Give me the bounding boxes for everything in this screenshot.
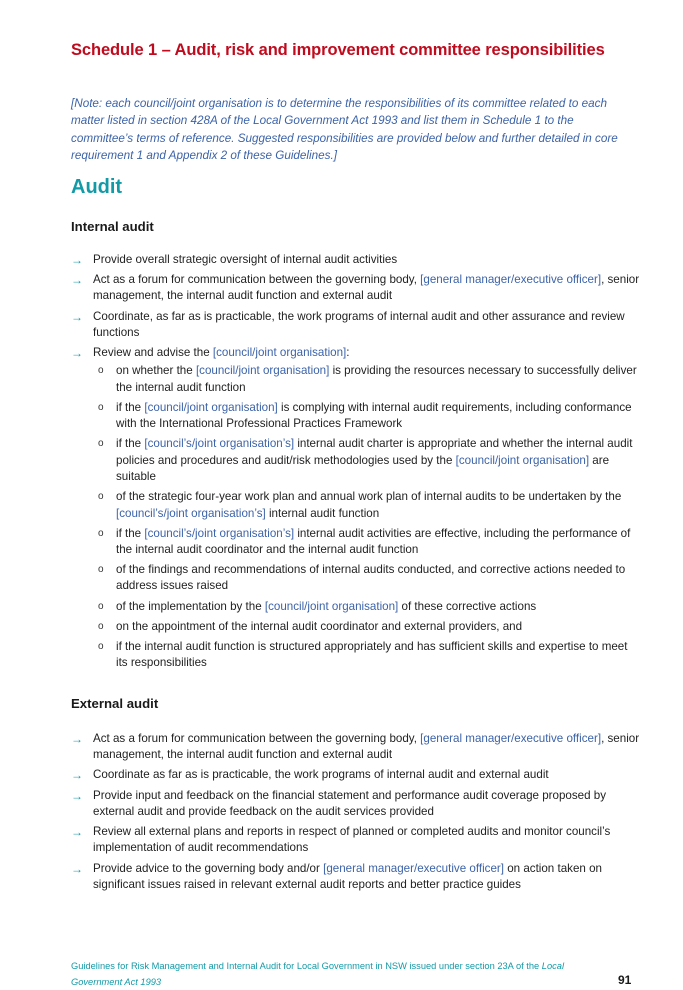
list-item-text: internal audit function xyxy=(265,506,380,520)
internal-audit-list xyxy=(71,252,641,676)
list-item-body xyxy=(93,253,397,266)
sub-list xyxy=(93,363,641,671)
list-item-text: Review all external plans and reports in respect of planned or completed audits and monitor council’s implementation of audit recommendations xyxy=(93,825,611,855)
footer-act-title: Local Government Act 1993 xyxy=(71,961,565,987)
list-item-text: internal audit charter is appropriate and whether the internal audit policies and procedures and audit/risk methodologies used by the xyxy=(116,437,633,467)
placeholder-text: [council/joint organisation] xyxy=(264,599,399,613)
sub-list-item xyxy=(93,400,641,433)
list-item-text: Act as a forum for communication between the governing body, xyxy=(93,732,421,745)
sub-list-item xyxy=(93,599,641,615)
sub-list-item xyxy=(93,526,641,559)
list-item-text: Provide input and feedback on the financial statement and performance audit coverage proposed by external audit and provide feedback on the audit services provided xyxy=(93,788,607,818)
sub-list-item-body xyxy=(116,563,625,592)
sub-list-item-body xyxy=(116,364,637,393)
list-item-text: , senior management, the internal audit function and external audit xyxy=(93,273,640,303)
placeholder-text: [council/joint organisation] xyxy=(195,364,330,378)
circle-bullet-icon: o xyxy=(98,600,104,612)
sub-list-item-body xyxy=(116,600,536,613)
list-item xyxy=(71,788,641,821)
placeholder-text: [general manager/executive officer] xyxy=(323,861,504,875)
placeholder-text: [council’s/joint organisation’s] xyxy=(144,526,295,540)
circle-bullet-icon: o xyxy=(98,641,104,653)
placeholder-text: [general manager/executive officer] xyxy=(420,732,602,745)
list-item-body xyxy=(93,789,606,818)
list-item-body xyxy=(93,825,610,854)
sub-list-item-body xyxy=(116,640,627,669)
arrow-right-icon: → xyxy=(71,861,83,876)
list-item-text: on action taken on significant issues raised in relevant external audit reports and better practice guides xyxy=(93,861,602,891)
circle-bullet-icon: o xyxy=(98,527,104,539)
list-item-text: internal audit activities are effective, including the performance of the internal audit coordinator and the internal audit function xyxy=(116,526,631,556)
sub-list-item-body xyxy=(116,527,630,556)
list-item xyxy=(71,272,641,305)
arrow-right-icon: → xyxy=(71,825,83,840)
sub-list-item-body xyxy=(116,620,522,633)
sub-list-item xyxy=(93,363,641,396)
list-item-body xyxy=(93,862,602,891)
subheading-external-audit: External audit xyxy=(71,696,159,711)
sub-list-item xyxy=(93,639,641,672)
sub-list-item xyxy=(93,562,641,595)
page-number: 91 xyxy=(618,973,632,987)
list-item xyxy=(71,345,641,671)
list-item-text: on the appointment of the internal audit coordinator and external providers, and xyxy=(116,619,523,633)
circle-bullet-icon: o xyxy=(98,401,104,413)
list-item-text: of the implementation by the xyxy=(116,599,265,613)
page-footer xyxy=(71,959,611,990)
list-item-text: are suitable xyxy=(116,453,610,484)
list-item-text: is providing the resources necessary to successfully deliver the internal audit function xyxy=(116,364,637,394)
placeholder-text: [general manager/executive officer] xyxy=(420,273,602,287)
sub-list-item-body xyxy=(116,437,632,483)
arrow-right-icon: → xyxy=(71,768,83,783)
circle-bullet-icon: o xyxy=(98,620,104,632)
sub-list-item-body xyxy=(116,401,632,430)
placeholder-text: [council’s/joint organisation’s] xyxy=(144,437,295,451)
circle-bullet-icon: o xyxy=(98,491,104,503)
list-item xyxy=(71,861,641,894)
arrow-right-icon: → xyxy=(71,346,83,361)
list-item-text: is complying with internal audit requirements, including conformance with the International Professional Practices Framework xyxy=(116,400,632,431)
list-item-text: if the xyxy=(116,400,145,414)
list-item-body xyxy=(93,346,350,359)
sub-list-item xyxy=(93,436,641,485)
arrow-right-icon: → xyxy=(71,309,83,324)
list-item-text: Review and advise the xyxy=(93,346,213,360)
list-item-text: Provide overall strategic oversight of internal audit activities xyxy=(93,253,398,266)
external-audit-list xyxy=(71,731,641,897)
circle-bullet-icon: o xyxy=(98,365,104,377)
placeholder-text: [council’s/joint organisation’s] xyxy=(116,506,266,520)
list-item-text: of the findings and recommendations of internal audits conducted, and corrective actions needed to address issues raised xyxy=(116,563,626,593)
list-item xyxy=(71,309,641,342)
list-item-text: Coordinate, as far as is practicable, the work programs of internal audit and other assurance and review functions xyxy=(93,309,625,339)
list-item-text: , senior management, the internal audit function and external audit xyxy=(93,732,640,762)
list-item-text: Provide advice to the governing body and/or xyxy=(93,861,324,875)
editorial-note: [Note: each council/joint organisation is to determine the responsibilities of its committee related to each matter listed in section 428A of the Local Government Act 1993 and list them in Schedule 1 to the committee’s terms of reference. Suggested responsibilities are provided below and further detailed in core requirement 1 and Appendix 2 of these Guidelines.] xyxy=(71,97,618,162)
sub-list-item-body xyxy=(116,490,621,519)
list-item xyxy=(71,252,641,268)
list-item-text: Coordinate as far as is practicable, the work programs of internal audit and external audit xyxy=(93,768,549,782)
list-item xyxy=(71,731,641,764)
arrow-right-icon: → xyxy=(71,788,83,803)
list-item-body xyxy=(93,732,639,761)
page-title: Schedule 1 – Audit, risk and improvement committee responsibilities xyxy=(71,41,605,59)
list-item-text: if the xyxy=(116,526,145,540)
list-item-body xyxy=(93,310,625,339)
list-item-text: on whether the xyxy=(116,364,196,378)
subheading-internal-audit: Internal audit xyxy=(71,219,154,234)
list-item-text: if the internal audit function is structured appropriately and has sufficient skills and expertise to meet its responsibilities xyxy=(116,640,628,670)
list-item xyxy=(71,767,641,783)
list-item xyxy=(71,824,641,857)
placeholder-text: [council/joint organisation] xyxy=(144,400,278,414)
list-item-text: if the xyxy=(116,437,145,451)
list-item-body xyxy=(93,273,639,302)
list-item-text: of the strategic four-year work plan and annual work plan of internal audits to be undertaken by the xyxy=(116,490,622,504)
footer-text: Guidelines for Risk Management and Internal Audit for Local Government in NSW issued under section 23A of the xyxy=(71,961,542,971)
placeholder-text: [council/joint organisation] xyxy=(455,453,590,467)
list-item-text: Act as a forum for communication between the governing body, xyxy=(93,273,421,287)
arrow-right-icon: → xyxy=(71,732,83,746)
placeholder-text: [council/joint organisation] xyxy=(212,346,347,360)
arrow-right-icon: → xyxy=(71,273,83,288)
sub-list-item xyxy=(93,619,641,635)
sub-list-item xyxy=(93,489,641,522)
circle-bullet-icon: o xyxy=(98,438,104,450)
list-item-text: of these corrective actions xyxy=(398,599,537,613)
circle-bullet-icon: o xyxy=(98,564,104,576)
section-heading-audit: Audit xyxy=(71,176,123,198)
list-item-text: : xyxy=(346,346,350,360)
arrow-right-icon: → xyxy=(71,253,83,267)
list-item-body xyxy=(93,768,549,781)
